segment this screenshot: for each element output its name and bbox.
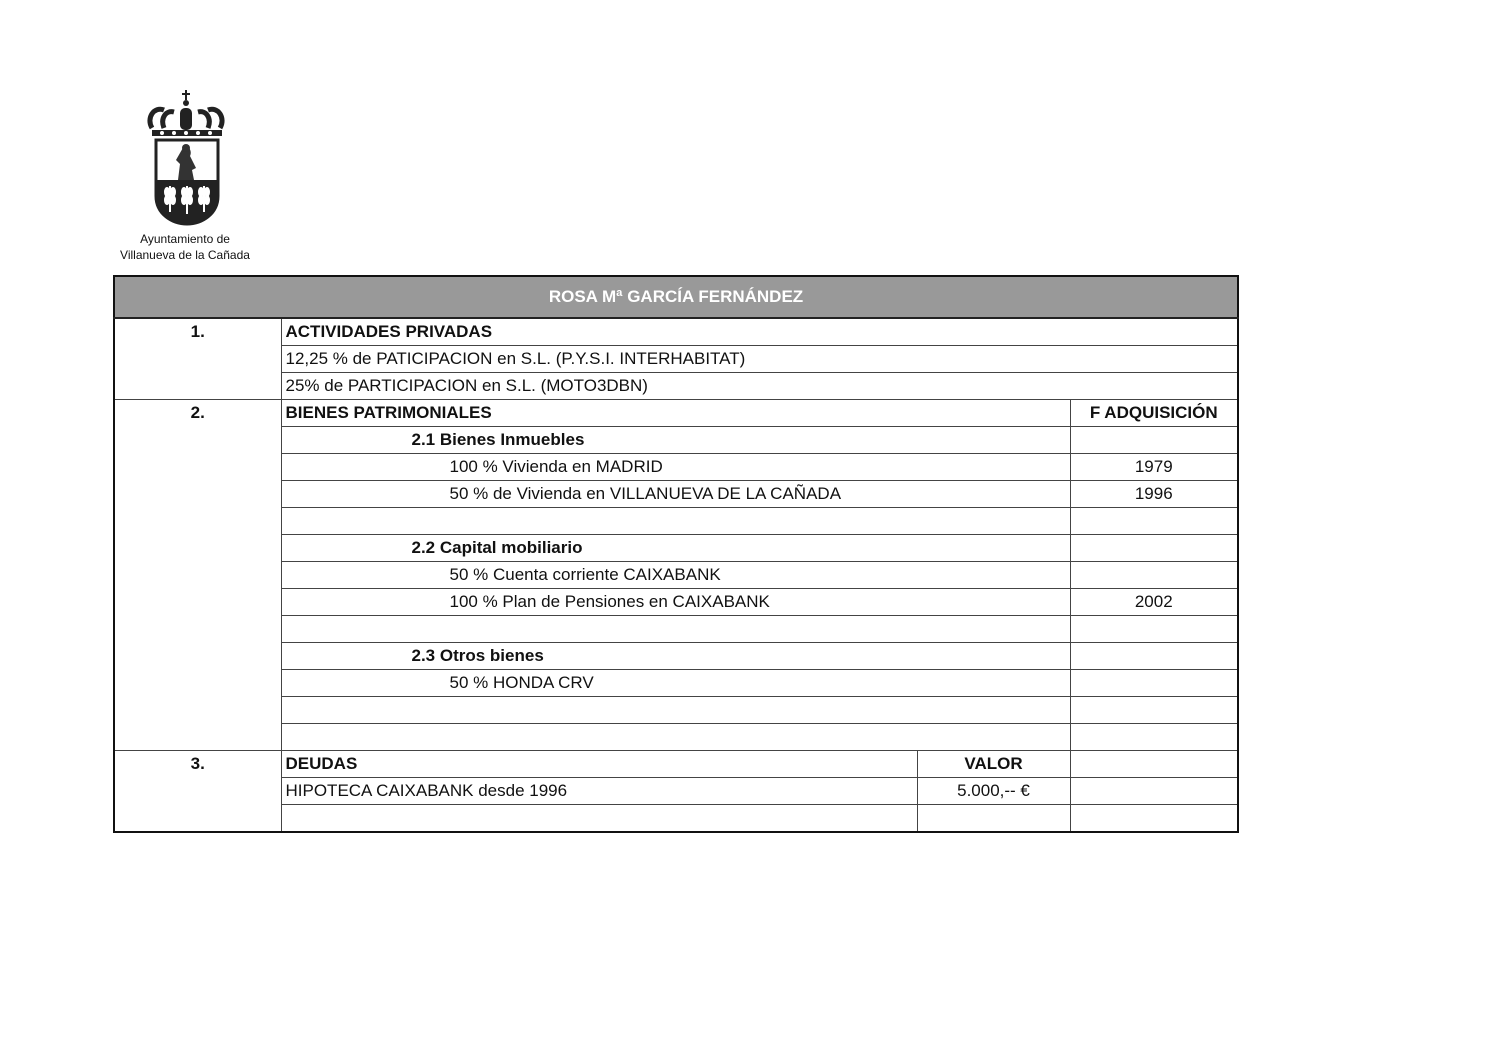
asset-label: 50 % Cuenta corriente CAIXABANK	[281, 562, 1070, 589]
asset-year	[1070, 562, 1238, 589]
subsection-heading: 2.3 Otros bienes	[281, 643, 1070, 670]
table-row	[114, 670, 1238, 697]
asset-year: 1996	[1070, 481, 1238, 508]
section-1-number: 1.	[114, 318, 281, 400]
table-row	[114, 400, 1238, 427]
subsection-heading: 2.1 Bienes Inmuebles	[281, 427, 1070, 454]
debt-value: 5.000,-- €	[917, 778, 1070, 805]
asset-year: 1979	[1070, 454, 1238, 481]
declaration-table	[113, 275, 1239, 833]
section-3-number: 3.	[114, 751, 281, 833]
subsection-heading: 2.2 Capital mobiliario	[281, 535, 1070, 562]
table-row	[114, 481, 1238, 508]
section-2-number: 2.	[114, 400, 281, 751]
asset-label: 50 % HONDA CRV	[281, 670, 1070, 697]
municipal-coat-of-arms-icon	[140, 88, 235, 228]
table-row	[114, 535, 1238, 562]
asset-label: 100 % Vivienda en MADRID	[281, 454, 1070, 481]
debt-label: HIPOTECA CAIXABANK desde 1996	[281, 778, 917, 805]
section-1-item: 12,25 % de PATICIPACION en S.L. (P.Y.S.I. INTERHABITAT)	[281, 346, 1238, 373]
table-row	[114, 454, 1238, 481]
table-row	[114, 346, 1238, 373]
asset-label: 100 % Plan de Pensiones en CAIXABANK	[281, 589, 1070, 616]
table-row	[114, 805, 1238, 833]
section-3-heading: DEUDAS	[281, 751, 917, 778]
title-row	[114, 276, 1238, 318]
acquisition-date-header: F ADQUISICIÓN	[1070, 400, 1238, 427]
org-line-2: Villanueva de la Cañada	[120, 248, 250, 262]
table-row	[114, 643, 1238, 670]
section-1-heading: ACTIVIDADES PRIVADAS	[281, 318, 1238, 346]
table-row	[114, 778, 1238, 805]
value-header: VALOR	[917, 751, 1070, 778]
table-row	[114, 589, 1238, 616]
table-row	[114, 373, 1238, 400]
org-line-1: Ayuntamiento de	[140, 232, 230, 246]
table-row	[114, 318, 1238, 346]
table-row	[114, 508, 1238, 535]
person-name: ROSA Mª GARCÍA FERNÁNDEZ	[114, 276, 1238, 318]
section-1-item: 25% de PARTICIPACION en S.L. (MOTO3DBN)	[281, 373, 1238, 400]
table-row	[114, 562, 1238, 589]
asset-year	[1070, 670, 1238, 697]
table-row	[114, 427, 1238, 454]
asset-year: 2002	[1070, 589, 1238, 616]
section-2-heading: BIENES PATRIMONIALES	[281, 400, 1070, 427]
table-row	[114, 724, 1238, 751]
organization-name	[100, 231, 270, 263]
asset-label: 50 % de Vivienda en VILLANUEVA DE LA CAÑADA	[281, 481, 1070, 508]
table-row	[114, 697, 1238, 724]
table-row	[114, 616, 1238, 643]
table-row	[114, 751, 1238, 778]
